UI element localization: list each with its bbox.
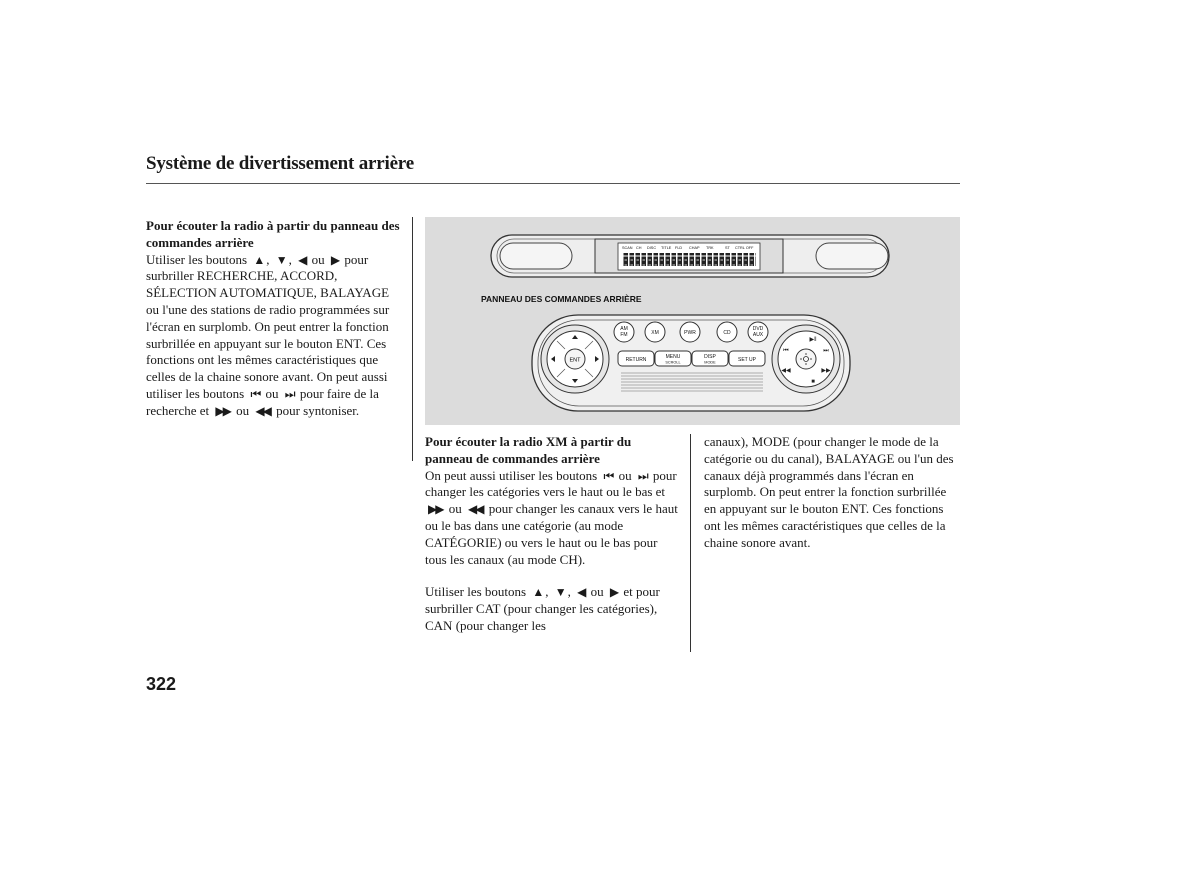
xm-button-label: XM [651,330,659,336]
title-rule [146,183,960,184]
ent-button-label: ENT [569,357,581,364]
figure-caption: PANNEAU DES COMMANDES ARRIÈRE [481,294,642,304]
paragraph: On peut aussi utiliser les boutons ⏮ ou ⏭ pour changer les catégories vers le haut ou le bas et ▶▶ ou ◀◀ pour changer les canaux vers le haut ou le bas dans une catégorie (au mode CATÉGORIE) ou vers le haut ou le bas pour tous les canaux (au mode CH). [425,467,678,567]
right-arrow-icon: ▶ [609,585,618,600]
rewind-icon: ◀◀ [255,403,270,418]
display-label-disc: DISC [647,246,657,250]
disp-button-label: DISP [704,354,716,360]
svg-text:◀◀: ◀◀ [781,368,791,374]
up-arrow-icon: ▲ [532,585,543,600]
paragraph: Utiliser les boutons ▲ , ▼ , ◀ ou ▶ pour surbriller RECHERCHE, ACCORD, SÉLECTION AUTOMATIQUE, BALAYAGE ou l'une des stations de radio programmées sur l'écran en surplomb. On peut entrer la fonction surbrillée en appuyant sur le bouton ENT. Ces fonctions ont les mêmes caractéristiques que celles de la chaine sonore avant. On peut aussi utiliser les boutons ⏮ ou ⏭ pour faire de la recherche et ▶▶ ou ◀◀ pour syntoniser. [146,251,390,418]
scroll-button-label: SCROLL [665,360,681,365]
rear-control-panel-illustration [425,217,960,425]
menu-button-label: MENU [665,354,681,360]
skip-forward-icon: ⏭ [637,468,647,483]
up-arrow-icon: ▲ [253,252,264,267]
cd-button-label: CD [723,330,731,336]
display-label-st: ST [725,246,730,250]
display-label-ctrl-off: CTRL OFF [735,246,754,250]
pwr-button-label: PWR [684,330,696,336]
am-button-label: AM [620,326,628,332]
aux-button-label: AUX [752,332,764,338]
down-arrow-icon: ▼ [275,252,286,267]
svg-text:■: ■ [811,379,815,385]
column-divider [690,434,691,652]
skip-forward-icon: ⏭ [284,386,294,401]
paragraph: canaux), MODE (pour changer le mode de la catégorie ou du canal), BALAYAGE ou l'un des canaux déjà programmés dans l'écran en surplomb. On peut entrer la fonction surbrillée en appuyant sur le bouton ENT. Ces fonctions ont les mêmes caractéristiques que celles de la chaine sonore avant. [704,434,954,550]
setup-button-label: SET UP [738,357,756,363]
display-label-fld: FLD [675,246,683,250]
column-divider [412,217,413,461]
column-continued [704,434,960,552]
svg-text:⏭: ⏭ [823,348,829,354]
skip-back-icon: ⏮ [603,468,613,483]
svg-text:▶▶: ▶▶ [821,368,831,374]
svg-text:▶‖: ▶‖ [809,337,817,343]
display-label-ch: CH [636,246,642,250]
page-title: Système de divertissement arrière [146,153,414,174]
column-rear-panel-xm [425,434,680,635]
section-heading: Pour écouter la radio XM à partir du panneau de commandes arrière [425,434,632,466]
mode-button-label: MODE [704,360,716,365]
section-heading: Pour écouter la radio à partir du panneau des commandes arrière [146,218,400,250]
rear-control-panel-figure [425,217,960,425]
left-arrow-icon: ◀ [577,585,585,600]
paragraph: Utiliser les boutons ▲ , ▼ , ◀ ou ▶ et pour surbriller CAT (pour changer les catégories), CAN (pour changer les [425,584,660,633]
svg-text:⏮: ⏮ [783,348,789,354]
right-arrow-icon: ▶ [330,252,339,267]
page-number: 322 [146,674,177,694]
display-label-scan: SCAN [622,246,633,250]
return-button-label: RETURN [625,357,647,363]
fast-forward-icon: ▶▶ [215,403,230,418]
dvd-button-label: DVD [752,326,764,332]
left-arrow-icon: ◀ [298,252,306,267]
fm-button-label: FM [620,332,628,338]
rewind-icon: ◀◀ [467,502,483,517]
column-rear-panel-radio [146,218,404,420]
down-arrow-icon: ▼ [554,585,565,600]
skip-back-icon: ⏮ [250,386,260,401]
display-label-chap: CHAP [689,246,700,250]
fast-forward-icon: ▶▶ [428,502,443,517]
display-label-title: TITLE [661,246,672,250]
display-label-trk: TRK [706,246,714,250]
